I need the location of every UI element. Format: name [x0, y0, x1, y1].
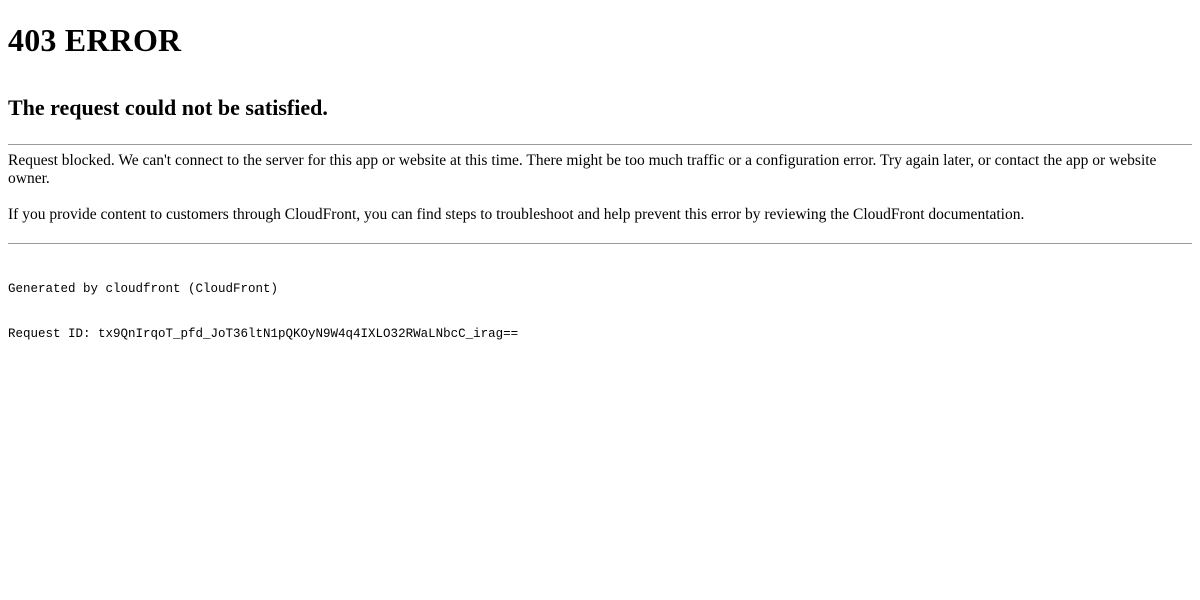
error-message-primary: Request blocked. We can't connect to the server for this app or website at this time. There might be too much traffic or a configuration error. Try again later, or contact the app or website owner.: [8, 152, 1157, 188]
error-message-secondary: If you provide content to customers through CloudFront, you can find steps to troubleshoot and help prevent this error by reviewing the CloudFront documentation.: [8, 206, 1025, 224]
error-subtitle: The request could not be satisfied.: [8, 94, 328, 120]
divider-bottom: [8, 243, 1192, 244]
error-details: [8, 252, 1192, 372]
divider-top: [8, 144, 1192, 145]
request-id-text: Request ID: tx9QnIrqoT_pfd_JoT36ltN1pQKOyN9W4q4IXLO32RWaLNbcC_irag==: [8, 327, 519, 342]
generated-by-text: Generated by cloudfront (CloudFront): [8, 282, 279, 297]
page-title: 403 ERROR: [8, 22, 182, 58]
